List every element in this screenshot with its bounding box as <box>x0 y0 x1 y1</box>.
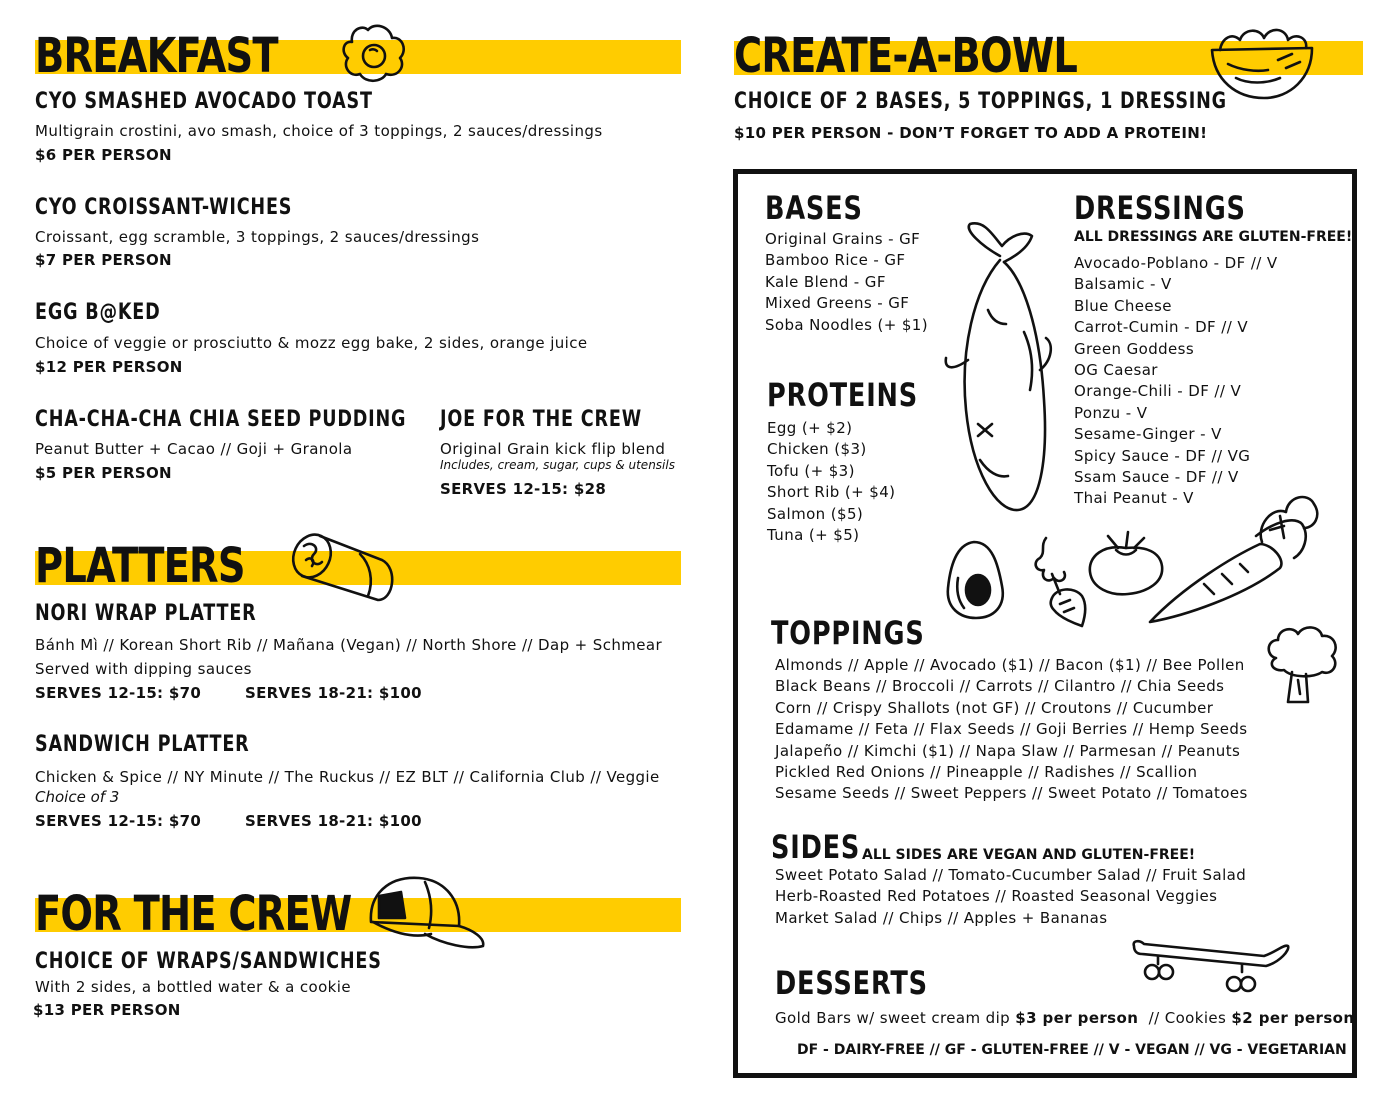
dressings-title: DRESSINGS <box>1074 189 1246 227</box>
radish-icon <box>1026 534 1090 630</box>
breakfast-item-2-name: CYO CROISSANT-WICHES <box>35 195 293 220</box>
breakfast-item-1-desc: Multigrain crostini, avo smash, choice of 3 toppings, 2 sauces/dressings <box>35 122 603 140</box>
breakfast-item-4-desc: Peanut Butter + Cacao // Goji + Granola <box>35 440 353 458</box>
breakfast-item-2-price: $7 PER PERSON <box>35 251 172 269</box>
proteins-title: PROTEINS <box>767 376 918 414</box>
list-item: Bamboo Rice - GF <box>765 251 906 270</box>
sandwich-price-1: SERVES 12-15: $70 <box>35 812 202 830</box>
nori-desc-2: Served with dipping sauces <box>35 660 252 678</box>
wrap-icon <box>290 530 400 606</box>
breakfast-item-1-price: $6 PER PERSON <box>35 146 172 164</box>
crew-price: $13 PER PERSON <box>33 1001 181 1019</box>
dressings-note: ALL DRESSINGS ARE GLUTEN-FREE! <box>1074 229 1353 245</box>
list-item: Tuna (+ $5) <box>767 525 860 544</box>
list-item: Soba Noodles (+ $1) <box>765 315 928 334</box>
sides-list <box>775 865 1246 929</box>
diet-legend: DF - DAIRY-FREE // GF - GLUTEN-FREE // V - VEGAN // VG - VEGETARIAN <box>797 1042 1347 1058</box>
list-item: Black Beans // Broccoli // Carrots // Cilantro // Chia Seeds <box>775 677 1225 696</box>
list-item: Balsamic - V <box>1074 275 1172 294</box>
list-item: Ssam Sauce - DF // V <box>1074 467 1239 486</box>
sandwich-desc: Chicken & Spice // NY Minute // The Ruckus // EZ BLT // California Club // Veggie <box>35 768 660 786</box>
breakfast-title: BREAKFAST <box>35 28 278 84</box>
breakfast-item-4-name: CHA-CHA-CHA CHIA SEED PUDDING <box>35 407 407 432</box>
breakfast-item-3-price: $12 PER PERSON <box>35 358 183 376</box>
sandwich-price-2: SERVES 18-21: $100 <box>245 812 422 830</box>
desserts-line <box>775 1009 1354 1027</box>
list-item: Chicken ($3) <box>767 440 867 459</box>
sandwich-name: SANDWICH PLATTER <box>35 732 250 757</box>
list-item: Green Goddess <box>1074 339 1195 358</box>
list-item: Sesame Seeds // Sweet Peppers // Sweet Potato // Tomatoes <box>775 784 1248 803</box>
desserts-title: DESSERTS <box>775 964 928 1002</box>
bases-title: BASES <box>765 189 863 227</box>
cap-icon <box>365 872 489 954</box>
toppings-list <box>775 655 1248 805</box>
list-item: OG Caesar <box>1074 360 1158 379</box>
list-item: Corn // Crispy Shallots (not GF) // Croutons // Cucumber <box>775 698 1214 717</box>
list-item: Kale Blend - GF <box>765 272 886 291</box>
desserts-item-1: Gold Bars w/ sweet cream dip <box>775 1009 1011 1027</box>
list-item: Thai Peanut - V <box>1074 489 1194 508</box>
bowl-price: $10 PER PERSON - DON’T FORGET TO ADD A PROTEIN! <box>734 124 1208 142</box>
nori-price-1: SERVES 12-15: $70 <box>35 684 202 702</box>
fish-icon <box>940 220 1060 520</box>
list-item: Tofu (+ $3) <box>767 461 855 480</box>
carrot-icon <box>1144 486 1324 628</box>
avocado-icon <box>944 538 1008 622</box>
list-item: Sesame-Ginger - V <box>1074 425 1222 444</box>
list-item: Egg (+ $2) <box>767 419 853 437</box>
breakfast-item-4-price: $5 PER PERSON <box>35 464 172 482</box>
proteins-list <box>767 418 895 546</box>
list-item: Ponzu - V <box>1074 403 1148 422</box>
sandwich-note: Choice of 3 <box>35 788 120 806</box>
bowl-title: CREATE-A-BOWL <box>734 28 1078 84</box>
dressings-list <box>1074 253 1278 510</box>
toppings-title: TOPPINGS <box>771 614 925 652</box>
list-item: Spicy Sauce - DF // VG <box>1074 446 1251 465</box>
desserts-sep: // Cookies <box>1148 1009 1227 1027</box>
bowl-subtitle: CHOICE OF 2 BASES, 5 TOPPINGS, 1 DRESSING <box>734 89 1227 114</box>
list-item: Pickled Red Onions // Pineapple // Radishes // Scallion <box>775 762 1198 781</box>
list-item: Salmon ($5) <box>767 504 864 523</box>
platters-title: PLATTERS <box>35 538 245 594</box>
list-item: Short Rib (+ $4) <box>767 483 896 502</box>
nori-name: NORI WRAP PLATTER <box>35 601 257 626</box>
fried-egg-icon <box>338 20 410 86</box>
breakfast-item-2-desc: Croissant, egg scramble, 3 toppings, 2 sauces/dressings <box>35 228 480 246</box>
list-item: Jalapeño // Kimchi ($1) // Napa Slaw // Parmesan // Peanuts <box>775 741 1241 760</box>
list-item: Sweet Potato Salad // Tomato-Cucumber Salad // Fruit Salad <box>775 866 1247 884</box>
list-item: Original Grains - GF <box>765 230 921 248</box>
broccoli-icon <box>1262 624 1342 706</box>
breakfast-item-3-desc: Choice of veggie or prosciutto & mozz egg bake, 2 sides, orange juice <box>35 334 588 352</box>
list-item: Carrot-Cumin - DF // V <box>1074 318 1248 337</box>
crew-desc: With 2 sides, a bottled water & a cookie <box>35 978 351 996</box>
list-item: Blue Cheese <box>1074 296 1172 315</box>
list-item: Almonds // Apple // Avocado ($1) // Bacon ($1) // Bee Pollen <box>775 656 1245 674</box>
list-item: Mixed Greens - GF <box>765 294 910 313</box>
breakfast-item-1-name: CYO SMASHED AVOCADO TOAST <box>35 89 373 114</box>
skateboard-icon <box>1130 938 1292 998</box>
desserts-price-2: $2 per person <box>1231 1009 1355 1027</box>
breakfast-item-3-name: EGG B@KED <box>35 300 161 325</box>
desserts-price-1: $3 per person <box>1015 1009 1139 1027</box>
crew-name: CHOICE OF WRAPS/SANDWICHES <box>35 949 382 974</box>
crew-title: FOR THE CREW <box>35 886 352 942</box>
sides-note: ALL SIDES ARE VEGAN AND GLUTEN-FREE! <box>862 847 1196 863</box>
list-item: Orange-Chili - DF // V <box>1074 382 1242 401</box>
list-item: Market Salad // Chips // Apples + Bananas <box>775 908 1108 927</box>
list-item: Avocado-Poblano - DF // V <box>1074 254 1278 272</box>
joe-note: Includes, cream, sugar, cups & utensils <box>440 458 675 472</box>
nori-desc: Bánh Mì // Korean Short Rib // Mañana (Vegan) // North Shore // Dap + Schmear <box>35 636 663 654</box>
list-item: Herb-Roasted Red Potatoes // Roasted Seasonal Veggies <box>775 887 1218 906</box>
joe-price: SERVES 12-15: $28 <box>440 480 607 498</box>
joe-name: JOE FOR THE CREW <box>440 407 642 432</box>
joe-desc: Original Grain kick flip blend <box>440 440 666 458</box>
sides-title: SIDES <box>771 828 861 866</box>
list-item: Edamame // Feta // Flax Seeds // Goji Berries // Hemp Seeds <box>775 720 1248 739</box>
bases-list <box>765 229 928 336</box>
nori-price-2: SERVES 18-21: $100 <box>245 684 422 702</box>
